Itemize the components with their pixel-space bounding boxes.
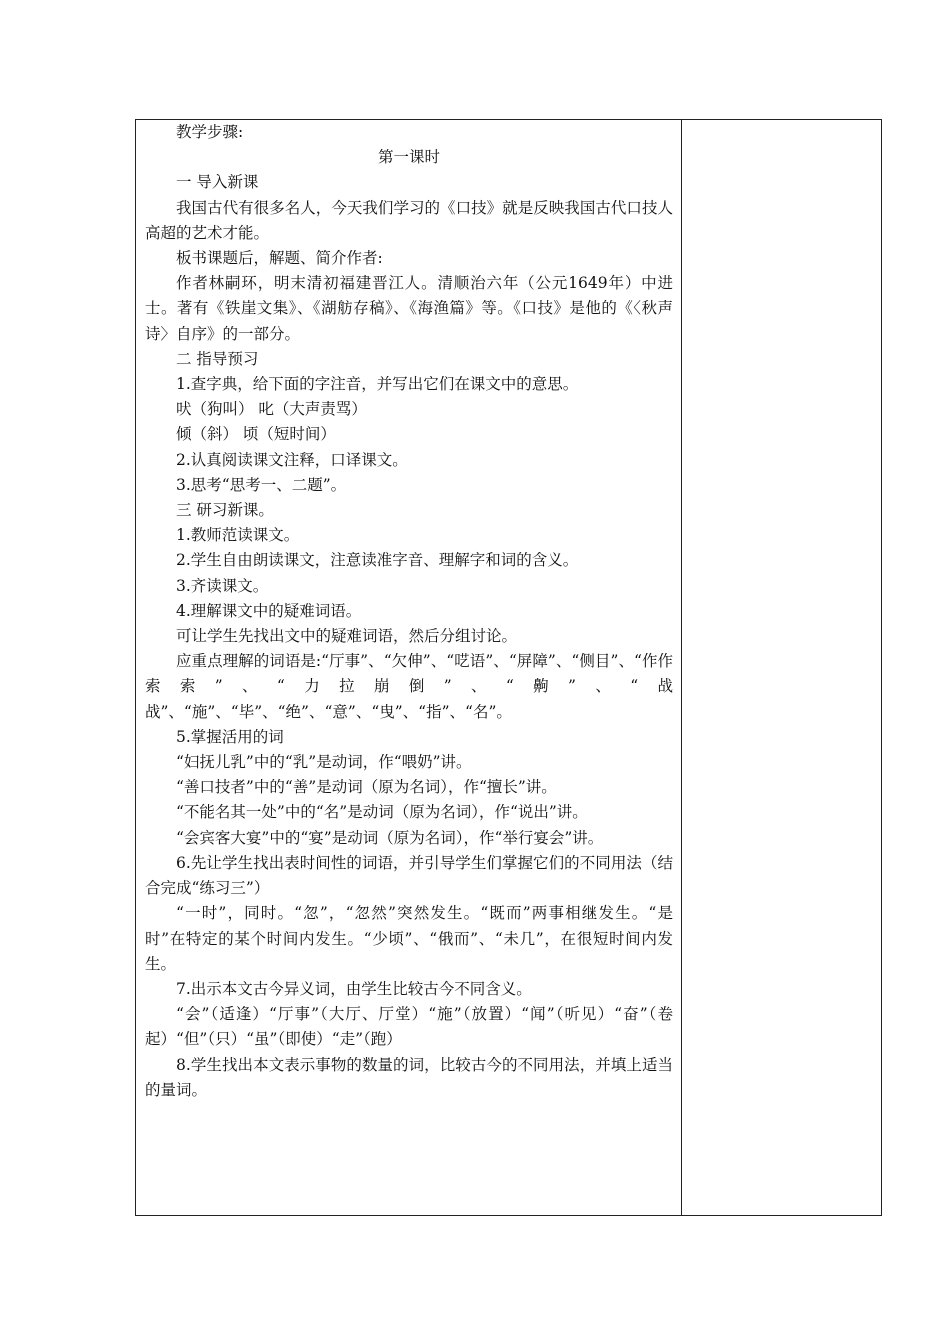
lesson-content-cell: [145, 120, 673, 1103]
study-item-4-words: 应重点理解的词语是:“厅事”、“欠伸”、“呓语”、“屏障”、“侧目”、“作作索索”、“力拉崩倒”、“齁”、“战战”、“施”、“毕”、“绝”、“意”、“曳”、“指”、“名”。: [145, 652, 673, 721]
preview-words-2: 倾（斜） 顷（短时间）: [176, 425, 336, 444]
notes-cell: [682, 120, 881, 1215]
study-item-2: 2.学生自由朗读课文，注意读准字音、理解字和词的含义。: [176, 551, 579, 570]
study-item-4: 4.理解课文中的疑难词语。: [176, 601, 362, 620]
study-item-8: 8.学生找出本文表示事物的数量的词，比较古今的不同用法，并填上适当的量词。: [145, 1055, 673, 1099]
study-item-7: 7.出示本文古今异义词，由学生比较古今不同含义。: [176, 979, 532, 998]
period-title: 第一课时: [377, 148, 440, 167]
study-item-4-note: 可让学生先找出文中的疑难词语，然后分组讨论。: [176, 627, 518, 646]
usage-example-4: “会宾客大宴”中的“宴”是动词（原为名词），作“举行宴会”讲。: [176, 828, 604, 847]
section-heading-preview: 二 指导预习: [176, 349, 259, 368]
preview-words-1: 吠（狗叫） 叱（大声责骂）: [176, 400, 367, 419]
usage-example-3: “不能名其一处”中的“名”是动词（原为名词），作“说出”讲。: [176, 803, 588, 822]
preview-item-3: 3.思考“思考一、二题”。: [176, 475, 347, 494]
lesson-table: [135, 119, 882, 1216]
paragraph-board: 板书课题后，解题、简介作者:: [176, 249, 383, 268]
section-heading-intro: 一 导入新课: [176, 173, 259, 192]
steps-heading: 教学步骤:: [176, 123, 244, 141]
study-item-1: 1.教师范读课文。: [176, 526, 300, 545]
ancient-modern-words: “会”（适逢）“厅事”（大厅、厅堂）“施”（放置）“闻”（听见）“奋”（卷起）“但”（只）“虽”（即使）“走”（跑）: [145, 1005, 673, 1049]
usage-example-1: “妇抚儿乳”中的“乳”是动词，作“喂奶”讲。: [176, 753, 472, 772]
study-item-3: 3.齐读课文。: [176, 576, 269, 595]
study-item-6: 6.先让学生找出表时间性的词语，并引导学生们掌握它们的不同用法（结合完成“练习三”）: [145, 853, 673, 898]
section-heading-study: 三 研习新课。: [176, 501, 274, 520]
study-item-5: 5.掌握活用的词: [176, 727, 284, 746]
time-words-explanation: “一时”，同时。“忽”，“忽然”突然发生。“既而”两事相继发生。“是时”在特定的某个时间内发生。“少顷”、“俄而”、“未几”，在很短时间内发生。: [145, 904, 673, 973]
preview-item-1: 1.查字典，给下面的字注音，并写出它们在课文中的意思。: [176, 375, 579, 394]
paragraph-intro: 我国古代有很多名人，今天我们学习的《口技》就是反映我国古代口技人高超的艺术才能。: [145, 198, 673, 242]
preview-item-2: 2.认真阅读课文注释，口译课文。: [176, 450, 408, 469]
usage-example-2: “善口技者”中的“善”是动词（原为名词），作“擅长”讲。: [176, 778, 557, 797]
paragraph-author: 作者林嗣环，明末清初福建晋江人。清顺治六年（公元1649年）中进士。著有《铁崖文集》、《湖舫存稿》、《海渔篇》等。《口技》是他的《〈秋声诗〉自序》的一部分。: [145, 274, 673, 343]
